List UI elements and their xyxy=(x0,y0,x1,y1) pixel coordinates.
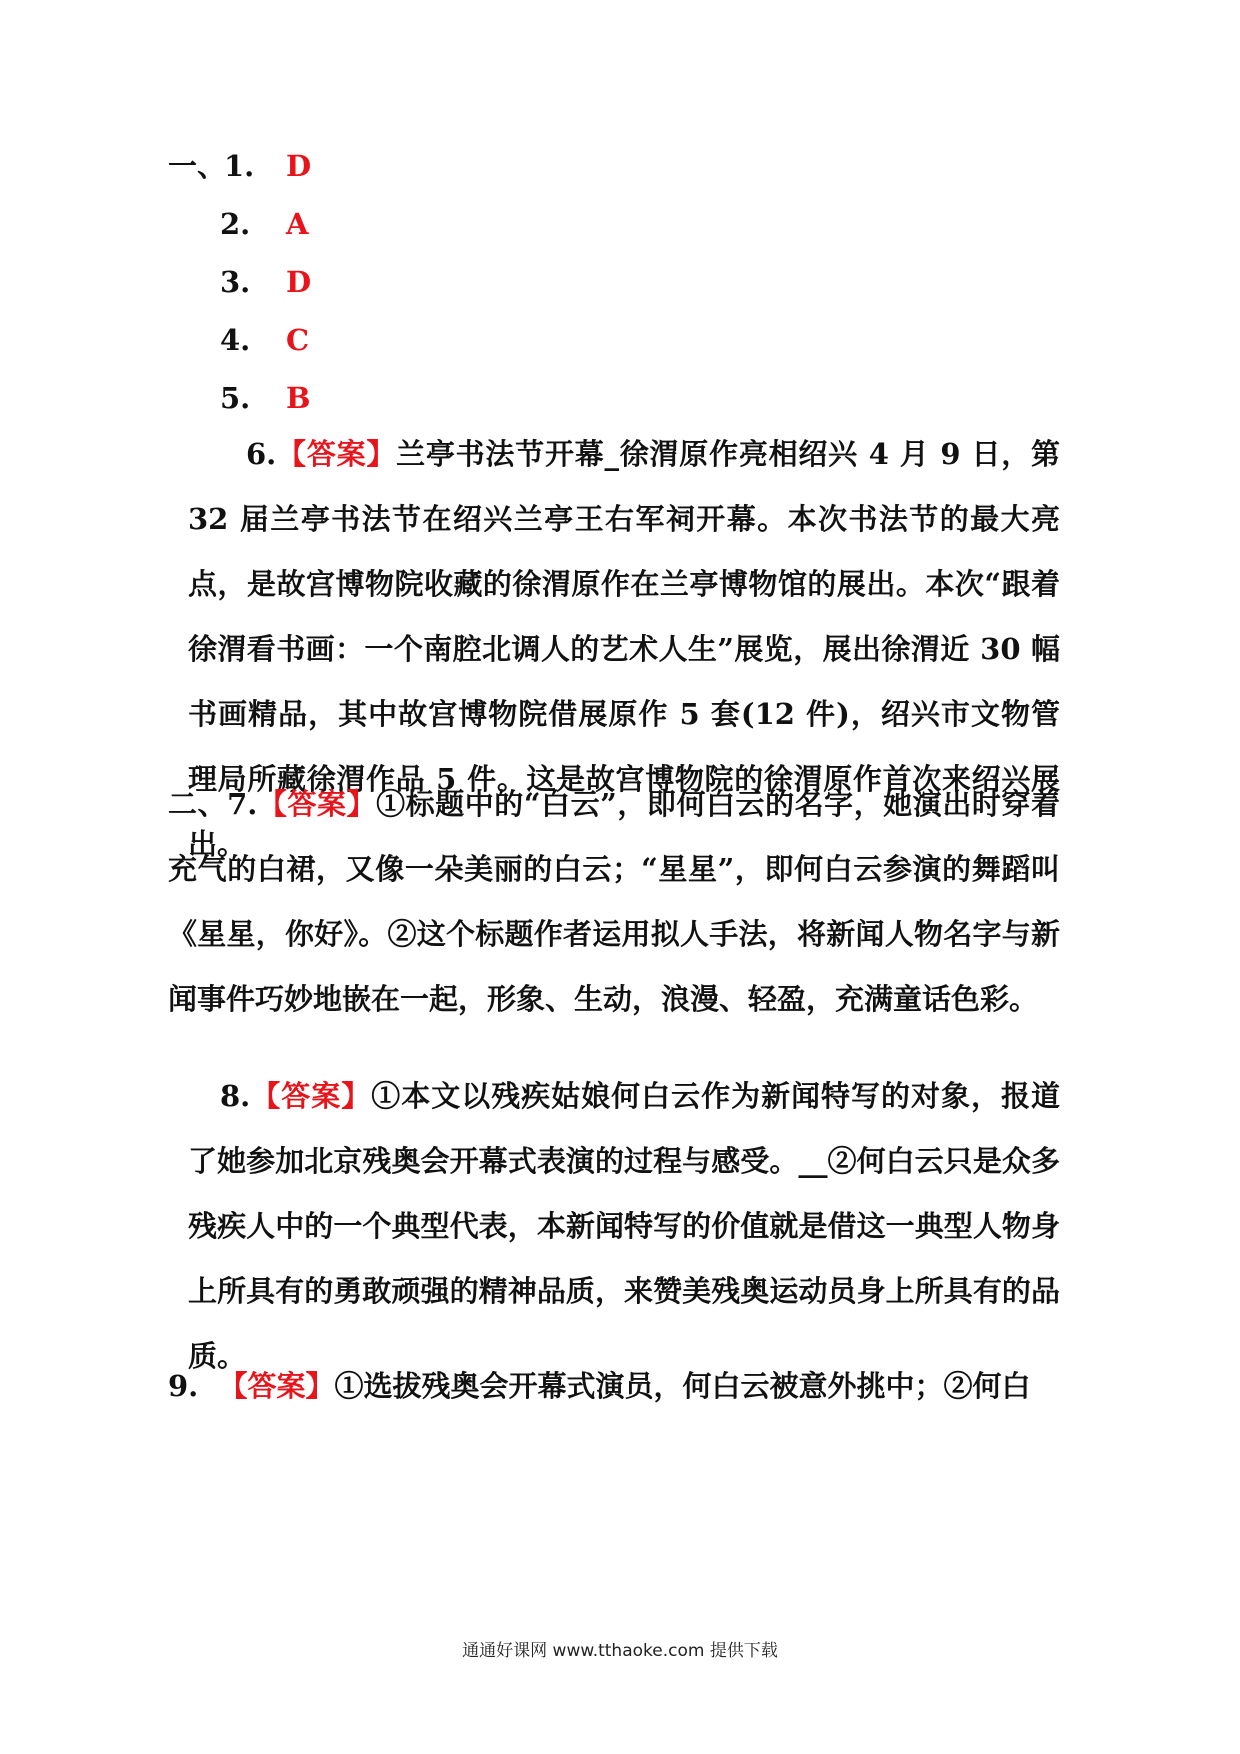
question-number: 1. xyxy=(224,149,255,183)
mcq-answer-4 xyxy=(220,320,310,360)
answer-letter: D xyxy=(286,265,312,299)
answer-tag: 【答案】 xyxy=(218,1369,335,1403)
mcq-answer-1 xyxy=(168,146,312,186)
answer-text: ①本文以残疾姑娘何白云作为新闻特写的对象，报道了她参加北京残奥会开幕式表演的过程与感受。__②何白云只是众多残疾人中的一个典型代表，本新闻特写的价值就是借这一典型人物身上所具有的勇敢顽强的精神品质，来赞美残奥运动员身上所具有的品质。 xyxy=(188,1079,1060,1373)
answer-text: ①选拔残奥会开幕式演员，何白云被意外挑中；②何白 xyxy=(334,1369,1031,1403)
answer-letter: C xyxy=(286,323,310,357)
answer-tag: 【答案】 xyxy=(257,787,377,821)
answer-text: ①标题中的“白云”，即何白云的名字，她演出时穿着充气的白裙，又像一朵美丽的白云；“星星”，即何白云参演的舞蹈叫《星星，你好》。②这个标题作者运用拟人手法，将新闻人物名字与新闻事件巧妙地嵌在一起，形象、生动，浪漫、轻盈，充满童话色彩。 xyxy=(168,787,1060,1016)
question-number: 3. xyxy=(220,265,251,299)
question-number: 2. xyxy=(220,207,251,241)
question-number: 4. xyxy=(220,323,251,357)
answer-tag: 【答案】 xyxy=(250,1079,372,1113)
answer-8 xyxy=(188,1064,1060,1389)
section-one-marker: 一、 xyxy=(168,149,227,183)
answer-tag: 【答案】 xyxy=(276,437,397,471)
mcq-answer-5 xyxy=(220,378,311,418)
answer-text: 兰亭书法节开幕_徐渭原作亮相绍兴 4 月 9 日，第 32 届兰亭书法节在绍兴兰亭王右军祠开幕。本次书法节的最大亮点，是故宫博物院收藏的徐渭原作在兰亭博物馆的展出。本次“跟着徐渭看书画：一个南腔北调人的艺术人生”展览，展出徐渭近 30 幅书画精品，其中故宫博物院借展原作 5 套(12 件)，绍兴市文物管理局所藏徐渭作品 5 件。这是故宫博物院的徐渭原作首次来绍兴展出。 xyxy=(188,437,1060,861)
answer-9 xyxy=(168,1354,1060,1419)
mcq-answer-3 xyxy=(220,262,312,302)
question-number: 8. xyxy=(220,1079,251,1113)
answer-letter: B xyxy=(286,381,311,415)
question-number: 9. xyxy=(168,1369,199,1403)
page-footer: 通通好课网 www.tthaoke.com 提供下载 xyxy=(462,1641,778,1661)
answer-7 xyxy=(168,772,1060,1032)
question-number: 5. xyxy=(220,381,251,415)
section-two-marker: 二、 xyxy=(168,787,228,821)
answer-letter: D xyxy=(286,149,312,183)
question-number: 6. xyxy=(246,437,277,471)
question-number: 7. xyxy=(227,787,258,821)
mcq-answer-2 xyxy=(220,204,309,244)
answer-letter: A xyxy=(286,207,309,241)
